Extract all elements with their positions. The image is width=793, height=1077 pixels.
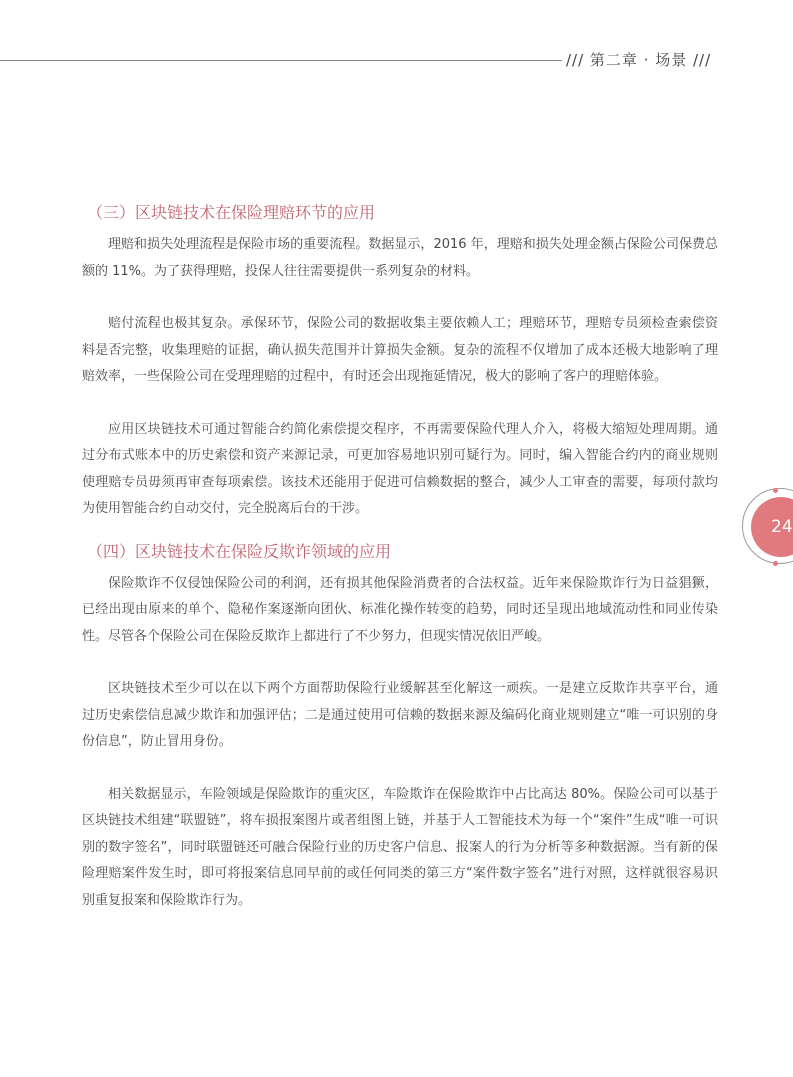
paragraph: 应用区块链技术可通过智能合约简化索偿提交程序，不再需要保险代理人介入，将极大缩短处理周期。通过分布式账本中的历史索偿和资产来源记录，可更加容易地识别可疑行为。同时，编入智能合约内的商业规则使理赔专员毋须再审查每项索偿。该技术还能用于促进可信赖数据的整合，减少人工审查的需要，每项付款均为使用智能合约自动交付，完全脱离后台的干涉。 xyxy=(82,421,718,516)
section-heading: （四）区块链技术在保险反欺诈领域的应用 xyxy=(87,541,392,561)
ring-dot xyxy=(773,561,778,566)
paragraph: 保险欺诈不仅侵蚀保险公司的利润，还有损其他保险消费者的合法权益。近年来保险欺诈行为日益猖獗，已经出现由原来的单个、隐秘作案逐渐向团伙、标准化操作转变的趋势，同时还呈现出地域流动性和同业传染性。尽管各个保险公司在保险反欺诈上都进行了不少努力，但现实情况依旧严峻。 xyxy=(82,575,718,644)
paragraph: 赔付流程也极其复杂。承保环节，保险公司的数据收集主要依赖人工；理赔环节，理赔专员须检查索偿资料是否完整，收集理赔的证据，确认损失范围并计算损失金额。复杂的流程不仅增加了成本还极大地影响了理赔效率，一些保险公司在受理理赔的过程中，有时还会出现拖延情况，极大的影响了客户的理赔体验。 xyxy=(82,316,718,384)
page-content xyxy=(82,202,718,940)
paragraph: 区块链技术至少可以在以下两个方面帮助保险行业缓解甚至化解这一顽疾。一是建立反欺诈共享平台，通过历史索偿信息减少欺诈和加强评估；二是通过使用可信赖的数据来源及编码化商业规则建立“唯一可识别的身份信息”，防止冒用身份。 xyxy=(82,681,718,749)
header-rule xyxy=(0,60,562,61)
section-heading: （三）区块链技术在保险理赔环节的应用 xyxy=(87,203,376,222)
paragraph: 相关数据显示，车险领域是保险欺诈的重灾区，车险欺诈在保险欺诈中占比高达 80%。保险公司可以基于区块链技术组建“联盟链”，将车损报案图片或者组图上链，并基于人工智能技术为每一个“案件”生成“唯一可识别的数字签名”，同时联盟链还可融合保险行业的历史客户信息、报案人的行为分析等多种数据源。当有新的保险理赔案件发生时，即可将报案信息同早前的或任何同类的第三方“案件数字签名”进行对照，这样就很容易识别重复报案和保险欺诈行为。 xyxy=(82,786,718,908)
page-number-badge: 24 xyxy=(751,497,793,557)
section-claims xyxy=(82,202,718,523)
section-anti-fraud xyxy=(82,541,718,915)
paragraph: 理赔和损失处理流程是保险市场的重要流程。数据显示，2016 年，理赔和损失处理金额占保险公司保费总额的 11%。为了获得理赔，投保人往往需要提供一系列复杂的材料。 xyxy=(82,237,718,279)
ring-dot xyxy=(773,488,778,493)
chapter-title: /// 第二章 · 场景 /// xyxy=(566,51,712,69)
